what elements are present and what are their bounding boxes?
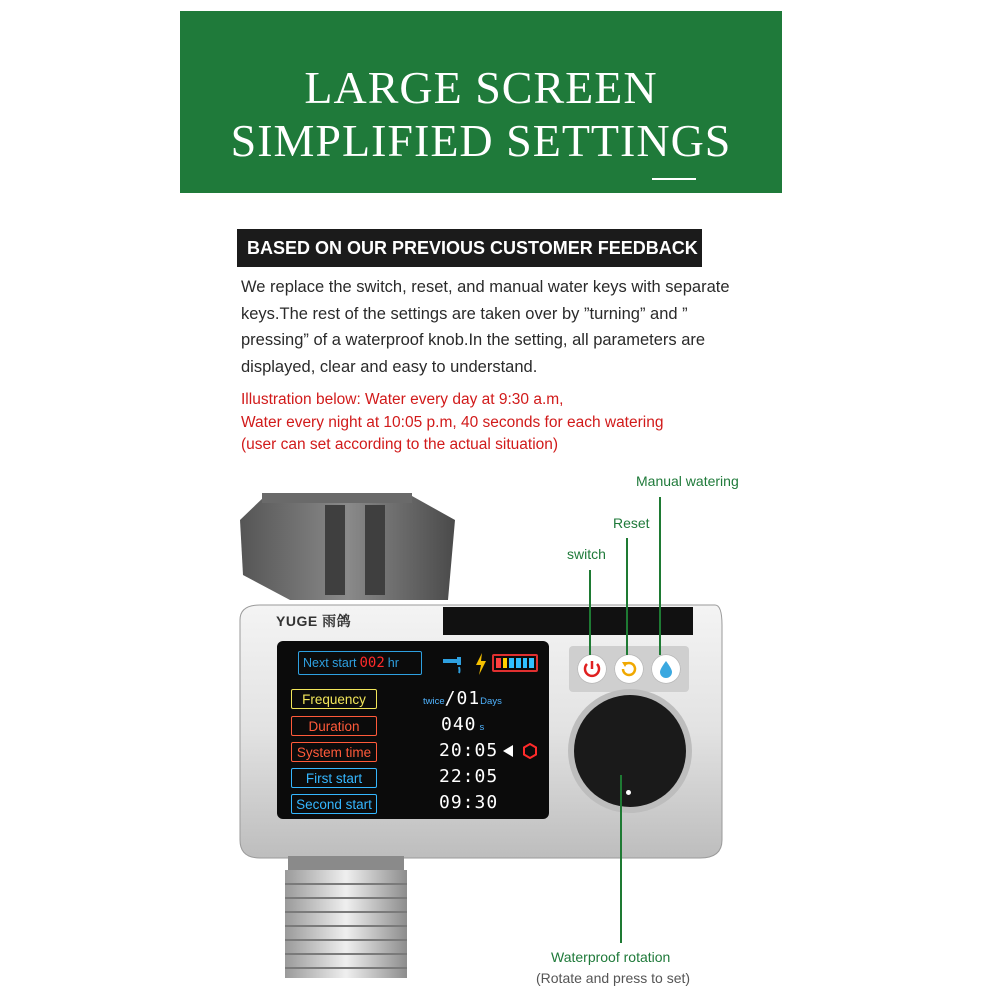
callout-knob-note: (Rotate and press to set)	[536, 970, 691, 986]
next-start-label: Next start	[303, 656, 357, 670]
first-start-value: 22:05	[439, 766, 499, 787]
feedback-heading: BASED ON OUR PREVIOUS CUSTOMER FEEDBACK	[237, 229, 702, 267]
lightning-icon	[475, 653, 487, 675]
banner-title-line2: SIMPLIFIED SETTINGS	[230, 115, 732, 166]
hexagon-icon	[522, 743, 538, 759]
banner-title-line1: LARGE SCREEN	[304, 62, 658, 113]
manual-callout-line	[659, 497, 661, 655]
label-second-start: Second start	[291, 794, 377, 814]
description-line: We replace the switch, reset, and manual water keys with separate	[241, 278, 730, 296]
callout-switch: switch	[567, 546, 606, 562]
illustration-line: Water every night at 10:05 p.m, 40 seconds for each watering	[241, 413, 664, 431]
description-line: pressing” of a waterproof knob.In the setting, all parameters are	[241, 331, 706, 349]
label-duration: Duration	[291, 716, 377, 736]
switch-callout-line	[589, 570, 591, 655]
brand-name-cn: 雨鸽	[322, 613, 352, 629]
knob-callout-line	[620, 775, 622, 943]
faucet-icon	[441, 655, 467, 675]
lcd-screen	[277, 641, 549, 819]
switch-button[interactable]	[577, 654, 607, 684]
frequency-number: /01	[444, 688, 481, 709]
reset-callout-line	[626, 538, 628, 655]
next-start-panel	[298, 651, 422, 675]
frequency-prefix: twice	[423, 696, 445, 707]
frequency-value	[423, 688, 502, 709]
duration-value	[441, 714, 484, 735]
manual-watering-button[interactable]	[651, 654, 681, 684]
power-icon	[577, 654, 607, 684]
brand-name: YUGE	[276, 613, 318, 629]
brand-logo	[276, 611, 351, 631]
system-time-value: 20:05	[439, 740, 499, 761]
label-first-start: First start	[291, 768, 377, 788]
next-start-value: 002	[359, 655, 385, 671]
description-line: keys.The rest of the settings are taken over by ”turning” and ”	[241, 304, 688, 323]
selection-arrow-icon	[503, 745, 513, 757]
callout-reset: Reset	[613, 515, 650, 531]
waterproof-rotation-knob[interactable]	[574, 695, 686, 807]
duration-unit: s	[479, 722, 485, 733]
callout-waterproof-rotation: Waterproof rotation	[551, 949, 671, 965]
second-start-value: 09:30	[439, 792, 499, 813]
illustration-line: (user can set according to the actual situation)	[241, 436, 559, 453]
label-frequency: Frequency	[291, 689, 377, 709]
callout-manual-watering: Manual watering	[636, 473, 739, 489]
frequency-unit: Days	[480, 696, 502, 707]
duration-number: 040	[441, 714, 477, 735]
button-panel	[569, 646, 689, 692]
water-drop-icon	[651, 654, 681, 684]
reset-icon	[614, 654, 644, 684]
battery-icon	[492, 654, 538, 672]
description-line: displayed, clear and easy to understand.	[241, 357, 538, 376]
reset-button[interactable]	[614, 654, 644, 684]
illustration-line: Illustration below: Water every day at 9:30 a.m,	[241, 391, 564, 408]
next-start-unit: hr	[387, 656, 399, 670]
label-system-time: System time	[291, 742, 377, 762]
knob-indicator-dot	[626, 790, 631, 795]
